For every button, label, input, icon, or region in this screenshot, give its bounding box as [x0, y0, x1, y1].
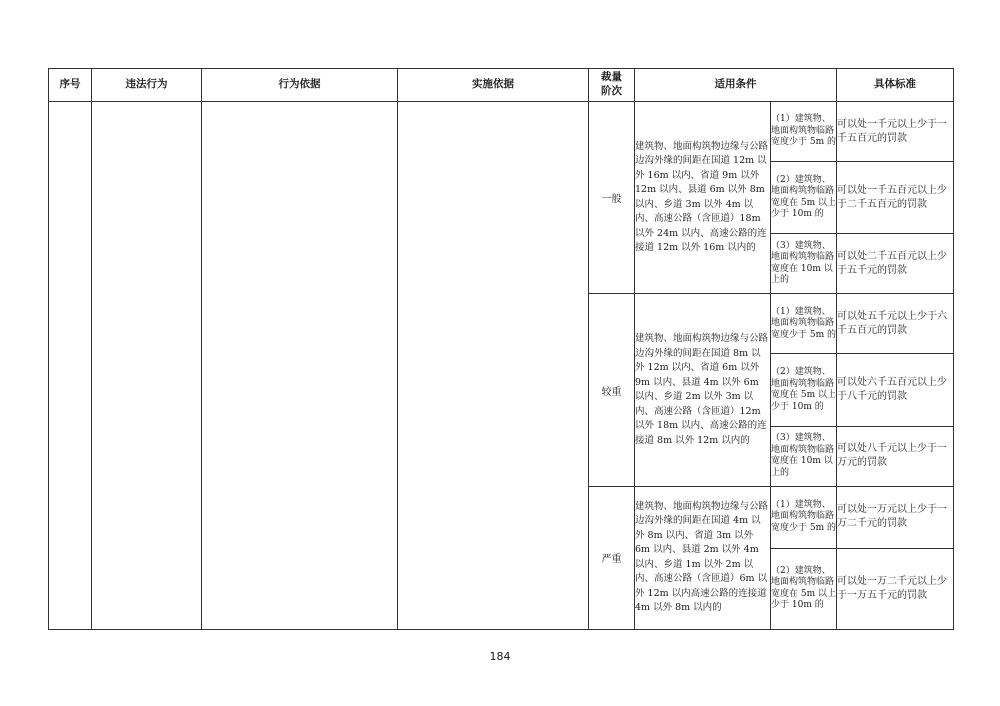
header-seq: 序号 — [49, 69, 92, 102]
header-implementation: 实施依据 — [398, 69, 589, 102]
header-conditions: 适用条件 — [635, 69, 837, 102]
header-stage: 裁量 阶次 — [589, 69, 635, 102]
width-condition: （2）建筑物、地面构筑物临路宽度在 5m 以上少于 10m 的 — [771, 354, 837, 426]
width-condition: （3）建筑物、地面构筑物临路宽度在 10m 以上的 — [771, 426, 837, 486]
penalty-standard: 可以处二千五百元以上少于五千元的罚款 — [837, 234, 954, 294]
width-condition: （1）建筑物、地面构筑物临路宽度少于 5m 的 — [771, 102, 837, 162]
page-number: 184 — [489, 650, 511, 663]
penalty-standard: 可以处一万二千元以上少于一万五千元的罚款 — [837, 548, 954, 629]
stage-label: 一般 — [589, 102, 635, 294]
discretion-standard-table — [48, 68, 954, 630]
basis-cell — [202, 102, 398, 630]
width-condition: （2）建筑物、地面构筑物临路宽度在 5m 以上少于 10m 的 — [771, 548, 837, 629]
penalty-standard: 可以处八千元以上少于一万元的罚款 — [837, 426, 954, 486]
penalty-standard: 可以处一千五百元以上少于二千五百元的罚款 — [837, 162, 954, 234]
penalty-standard: 可以处六千五百元以上少于八千元的罚款 — [837, 354, 954, 426]
spacing-condition: 建筑物、地面构筑物边缘与公路边沟外缘的间距在国道 8m 以外 12m 以内、省道 6m 以外 9m 以内、县道 4m 以外 6m 以内、乡道 2m 以外 3m 以内、高速公路（含匝道）12m 以外 18m 以内、高速公路的连接道 8m 以外 12m 以内的 — [635, 294, 771, 486]
penalty-standard: 可以处一万元以上少于一万二千元的罚款 — [837, 486, 954, 548]
penalty-standard: 可以处五千元以上少于六千五百元的罚款 — [837, 294, 954, 354]
width-condition: （1）建筑物、地面构筑物临路宽度少于 5m 的 — [771, 294, 837, 354]
stage-label: 较重 — [589, 294, 635, 486]
seq-cell — [49, 102, 92, 630]
header-violation: 违法行为 — [92, 69, 202, 102]
implementation-cell — [398, 102, 589, 630]
width-condition: （1）建筑物、地面构筑物临路宽度少于 5m 的 — [771, 486, 837, 548]
width-condition: （3）建筑物、地面构筑物临路宽度在 10m 以上的 — [771, 234, 837, 294]
penalty-standard: 可以处一千元以上少于一千五百元的罚款 — [837, 102, 954, 162]
spacing-condition: 建筑物、地面构筑物边缘与公路边沟外缘的间距在国道 4m 以外 8m 以内、省道 3m 以外 6m 以内、县道 2m 以外 4m 以内、乡道 1m 以外 2m 以内、高速公路（含匝道）6m 以外 12m 以内高速公路的连接道 4m 以外 8m 以内的 — [635, 486, 771, 629]
header-standard: 具体标准 — [837, 69, 954, 102]
violation-cell — [92, 102, 202, 630]
stage-label: 严重 — [589, 486, 635, 629]
spacing-condition: 建筑物、地面构筑物边缘与公路边沟外缘的间距在国道 12m 以外 16m 以内、省道 9m 以外 12m 以内、县道 6m 以外 8m 以内、乡道 3m 以外 4m 以内、高速公路（含匝道）18m 以外 24m 以内、高速公路的连接道 12m 以外 16m 以内的 — [635, 102, 771, 294]
header-basis: 行为依据 — [202, 69, 398, 102]
width-condition: （2）建筑物、地面构筑物临路宽度在 5m 以上少于 10m 的 — [771, 162, 837, 234]
